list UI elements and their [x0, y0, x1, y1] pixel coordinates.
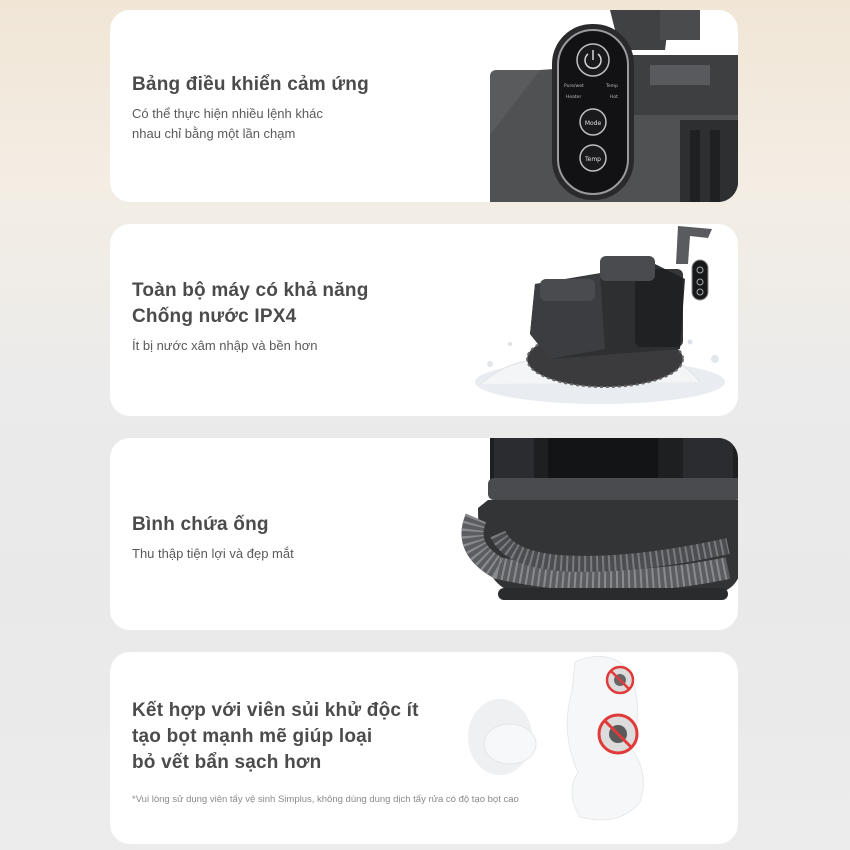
touch-panel-product-image: [480, 10, 738, 202]
panel-label: Temp: [606, 84, 618, 89]
desc-line: nhau chỉ bằng một lần chạm: [132, 126, 296, 141]
panel-label: Pure/wet: [564, 84, 584, 89]
title-line: Bảng điều khiển cảm ứng: [132, 74, 369, 95]
feature-card-effervescent-tablet: [110, 652, 738, 844]
temp-button-label: Temp: [585, 156, 601, 163]
usage-note: *Vui lòng sử dụng viên tẩy vệ sinh Simplus, không dùng dung dịch tẩy rửa có độ tạo bọt cao: [132, 794, 519, 805]
title-line: Toàn bộ máy có khả năng: [132, 280, 369, 301]
no-bacteria-icon: [607, 667, 633, 693]
title-line: Kết hợp với viên sủi khử độc ít: [132, 700, 419, 721]
title-line: Chống nước IPX4: [132, 306, 297, 327]
hose-storage-product-image: [458, 438, 738, 630]
feature-text: [132, 72, 369, 144]
feature-description: [132, 544, 294, 564]
panel-label: Heater: [566, 95, 582, 100]
desc-line: Có thể thực hiện nhiều lệnh khác: [132, 106, 323, 121]
title-line: Bình chứa ống: [132, 514, 269, 535]
feature-description: [132, 104, 369, 144]
title-line: tạo bọt mạnh mẽ giúp loại: [132, 726, 373, 747]
desc-line: Thu thập tiện lợi và đẹp mắt: [132, 546, 294, 561]
feature-card-touch-panel: [110, 10, 738, 202]
feature-text: [132, 698, 519, 810]
feature-text: [132, 512, 294, 564]
feature-title: [132, 698, 519, 776]
feature-card-hose-storage: [110, 438, 738, 630]
feature-text: [132, 278, 369, 356]
feature-card-waterproof: [110, 224, 738, 416]
feature-title: [132, 512, 294, 538]
panel-label: Hot: [610, 95, 618, 100]
title-line: bỏ vết bẩn sạch hơn: [132, 752, 322, 773]
no-bacteria-icon-large: [599, 715, 637, 753]
feature-title: [132, 72, 369, 98]
waterproof-product-image: [450, 224, 738, 416]
feature-title: [132, 278, 369, 330]
mode-button-label: Mode: [584, 120, 602, 127]
feature-description: [132, 336, 369, 356]
desc-line: Ít bị nước xâm nhập và bền hơn: [132, 338, 318, 353]
